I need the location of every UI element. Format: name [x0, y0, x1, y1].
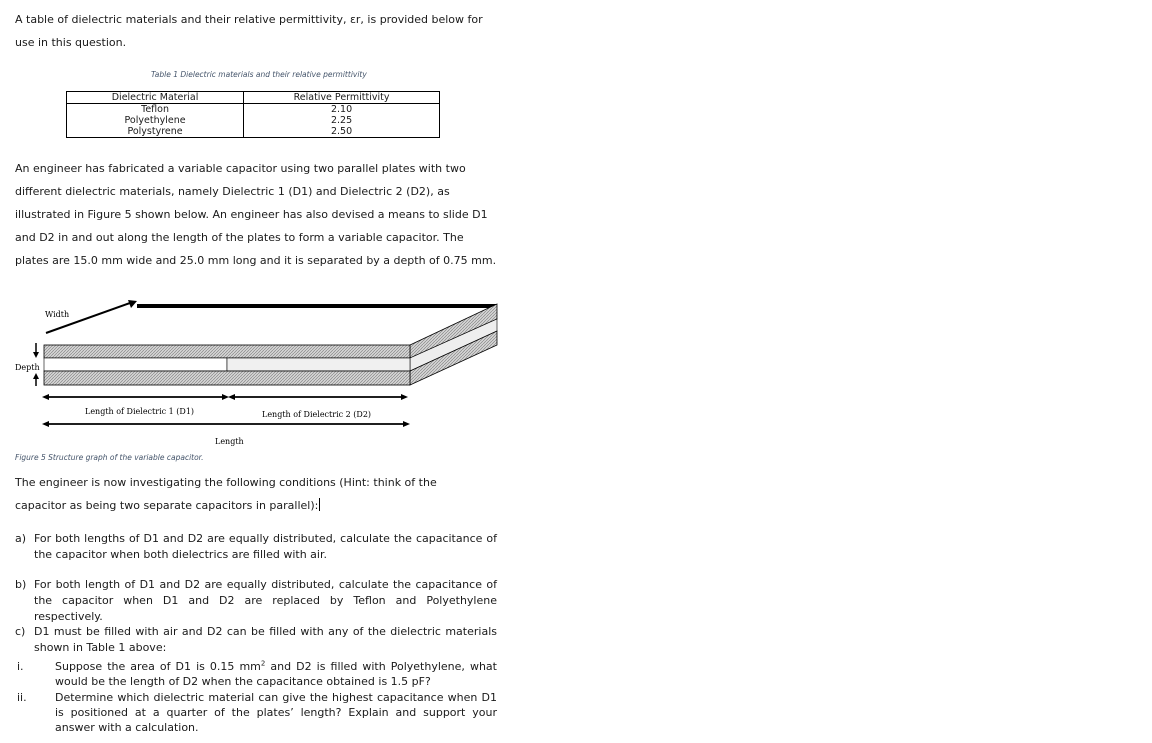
- subquestion-i: [15, 659, 497, 689]
- total-arrowhead-left: [42, 421, 49, 427]
- table-caption: Table 1 Dielectric materials and their relative permittivity: [151, 70, 367, 79]
- question-text: D1 must be filled with air and D2 can be filled with any of the dielectric materials shown in Table 1 above:: [34, 625, 497, 654]
- table-row: [67, 104, 440, 116]
- header-relative-permittivity: Relative Permittivity: [244, 92, 440, 104]
- subquestion-text-part: Suppose the area of D1 is 0.15 mm: [55, 660, 261, 673]
- depth-arrowhead-bottom: [33, 373, 39, 379]
- table-row: [67, 126, 440, 138]
- description-paragraph: An engineer has fabricated a variable capacitor using two parallel plates with two different dielectric materials, namely Dielectric 1 (D1) and Dielectric 2 (D2), as illustrated in Figure 5 shown below. An engineer has also devised a means to slide D1 and D2 in and out along the length of the plates to form a variable capacitor. The plates are 15.0 mm wide and 25.0 mm long and it is separated by a depth of 0.75 mm.: [15, 162, 497, 267]
- width-label: Width: [45, 310, 70, 319]
- d1-length-label: Length of Dielectric 1 (D1): [85, 407, 195, 416]
- table-row: [67, 115, 440, 126]
- capacitor-figure: [0, 290, 520, 455]
- question-text: For both lengths of D1 and D2 are equally distributed, calculate the capacitance of the capacitor when both dielectrics are filled with air.: [34, 532, 497, 561]
- subquestion-label: ii.: [17, 691, 27, 704]
- d2-arrowhead-left: [228, 394, 235, 400]
- d1-arrowhead-left: [42, 394, 49, 400]
- subquestion-text: Determine which dielectric material can give the highest capacitance when D1 is positioned at a quarter of the plates’ length? Explain and support your answer with a calculation.: [55, 691, 497, 734]
- conditions-text: The engineer is now investigating the following conditions (Hint: think of the capacitor as being two separate capacitors in parallel):: [15, 476, 437, 512]
- question-b: [15, 577, 497, 625]
- question-label: b): [15, 578, 27, 591]
- permittivity-cell: 2.50: [244, 126, 440, 138]
- header-dielectric-material: Dielectric Material: [67, 92, 244, 104]
- permittivity-cell: 2.10: [244, 104, 440, 116]
- depth-label: Depth: [15, 363, 40, 372]
- total-arrowhead-right: [403, 421, 410, 427]
- total-length-label: Length: [215, 437, 244, 446]
- top-plate: [44, 345, 410, 358]
- figure-caption: Figure 5 Structure graph of the variable capacitor.: [15, 453, 204, 462]
- question-label: a): [15, 532, 27, 545]
- question-text: For both length of D1 and D2 are equally distributed, calculate the capacitance of the capacitor when D1 and D2 are replaced by Teflon and Polyethylene respectively.: [34, 578, 497, 623]
- material-cell: Polystyrene: [67, 126, 244, 138]
- subquestion-ii: [15, 690, 497, 735]
- d1-arrowhead-right: [222, 394, 229, 400]
- dielectric-1: [44, 358, 227, 371]
- intro-text: A table of dielectric materials and their relative permittivity, εr, is provided below for use in this question.: [15, 13, 483, 49]
- conditions-intro: [15, 471, 485, 517]
- question-a: [15, 531, 497, 563]
- depth-arrowhead-top: [33, 352, 39, 358]
- question-c: [15, 624, 497, 656]
- superscript: 2: [260, 659, 266, 668]
- subquestion-label: i.: [17, 660, 24, 673]
- question-label: c): [15, 625, 26, 638]
- d2-arrowhead-right: [401, 394, 408, 400]
- material-cell: Polyethylene: [67, 115, 244, 126]
- table-header-row: [67, 92, 440, 104]
- bottom-plate: [44, 371, 410, 385]
- dielectric-2: [227, 358, 410, 371]
- subquestion-text: [55, 659, 497, 689]
- subquestion-text-part: and D2 is filled with Polyethylene, what would be the length of D2 when the capacitance obtained is 1.5 pF?: [55, 660, 497, 688]
- text-cursor: [319, 498, 320, 511]
- material-cell: Teflon: [67, 104, 244, 116]
- dielectric-table: [66, 91, 440, 138]
- d2-length-label: Length of Dielectric 2 (D2): [262, 410, 372, 419]
- permittivity-cell: 2.25: [244, 115, 440, 126]
